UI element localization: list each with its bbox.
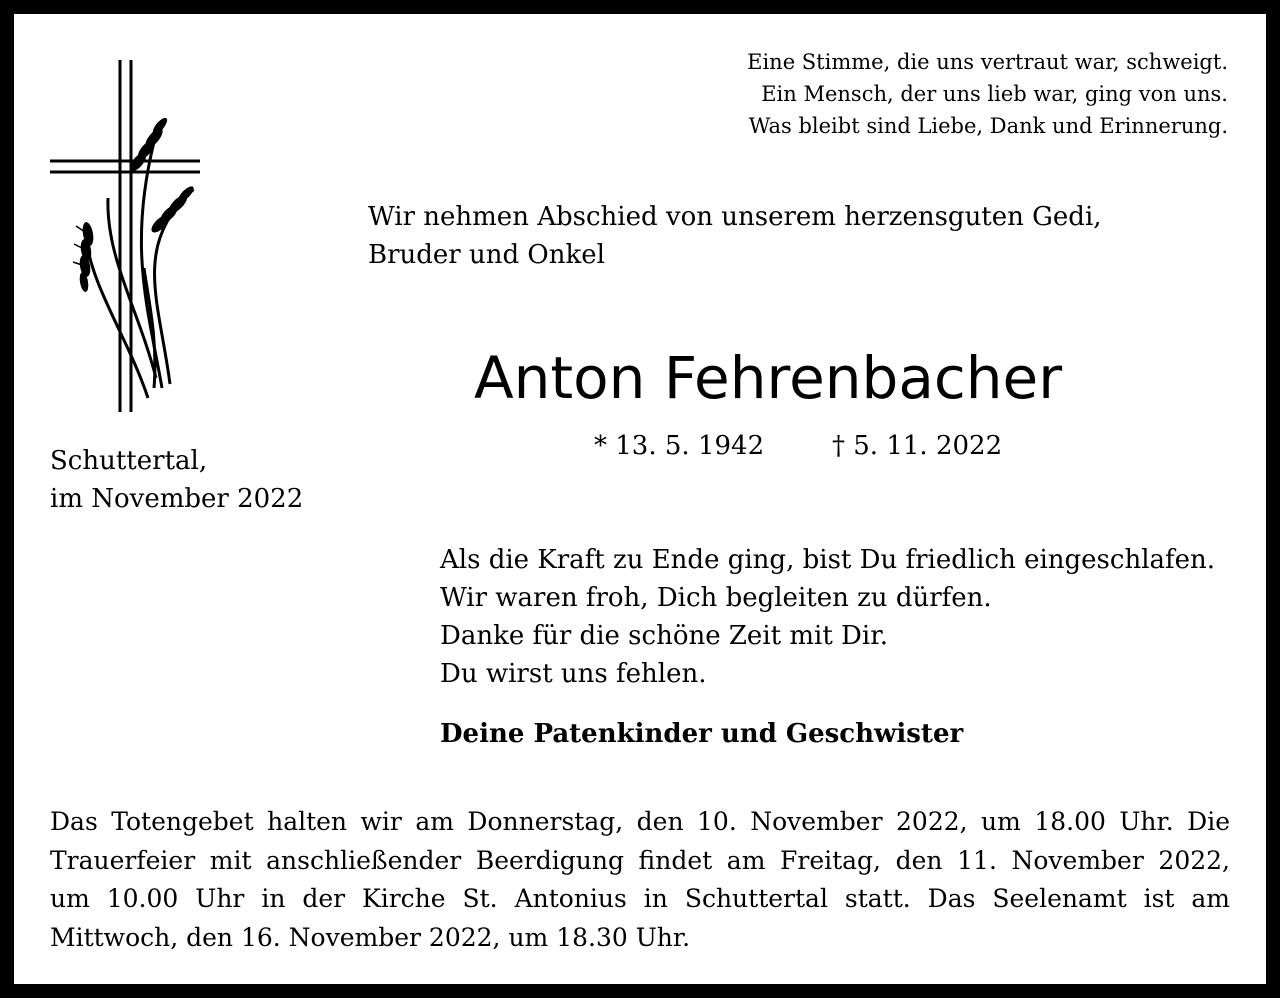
details-line: Das Totengebet halten wir am Donnerstag, den 10. November 2022, um 18.00 Uhr. Die <box>50 807 1230 836</box>
death-date: † 5. 11. 2022 <box>832 431 1003 461</box>
verse-line: Wir waren froh, Dich begleiten zu dürfen. <box>440 583 992 613</box>
quote-line: Eine Stimme, die uns vertraut war, schweigt. <box>747 50 1228 74</box>
quote-line: Was bleibt sind Liebe, Dank und Erinnerung. <box>748 114 1228 138</box>
obituary-notice <box>14 14 1266 984</box>
farewell-intro <box>368 198 1102 274</box>
verse-line: Du wirst uns fehlen. <box>440 659 707 689</box>
memorial-verse <box>440 541 1215 693</box>
details-line: Trauerfeier mit anschließender Beerdigung findet am Freitag, den 11. November 2022, <box>50 845 1230 875</box>
verse-line: Danke für die schöne Zeit mit Dir. <box>440 621 889 651</box>
place-and-date <box>50 442 303 518</box>
funeral-details <box>50 803 1230 957</box>
birth-date: * 13. 5. 1942 <box>594 431 765 461</box>
verse-line: Als die Kraft zu Ende ging, bist Du friedlich eingeschlafen. <box>440 545 1216 575</box>
cross-with-wheat-icon <box>48 58 208 414</box>
quote-line: Ein Mensch, der uns lieb war, ging von uns. <box>761 82 1228 106</box>
mourners-signature: Deine Patenkinder und Geschwister <box>440 719 964 749</box>
place-line: Schuttertal, <box>50 446 208 476</box>
details-line: um 10.00 Uhr in der Kirche St. Antonius in Schuttertal statt. Das Seelenamt ist am <box>50 884 1230 913</box>
place-line: im November 2022 <box>50 484 304 514</box>
memorial-quote <box>747 46 1228 142</box>
details-line: Mittwoch, den 16. November 2022, um 18.30 Uhr. <box>50 922 691 952</box>
intro-line: Bruder und Onkel <box>368 240 605 270</box>
intro-line: Wir nehmen Abschied von unserem herzensguten Gedi, <box>368 202 1102 232</box>
deceased-name: Anton Fehrenbacher <box>474 344 1063 412</box>
